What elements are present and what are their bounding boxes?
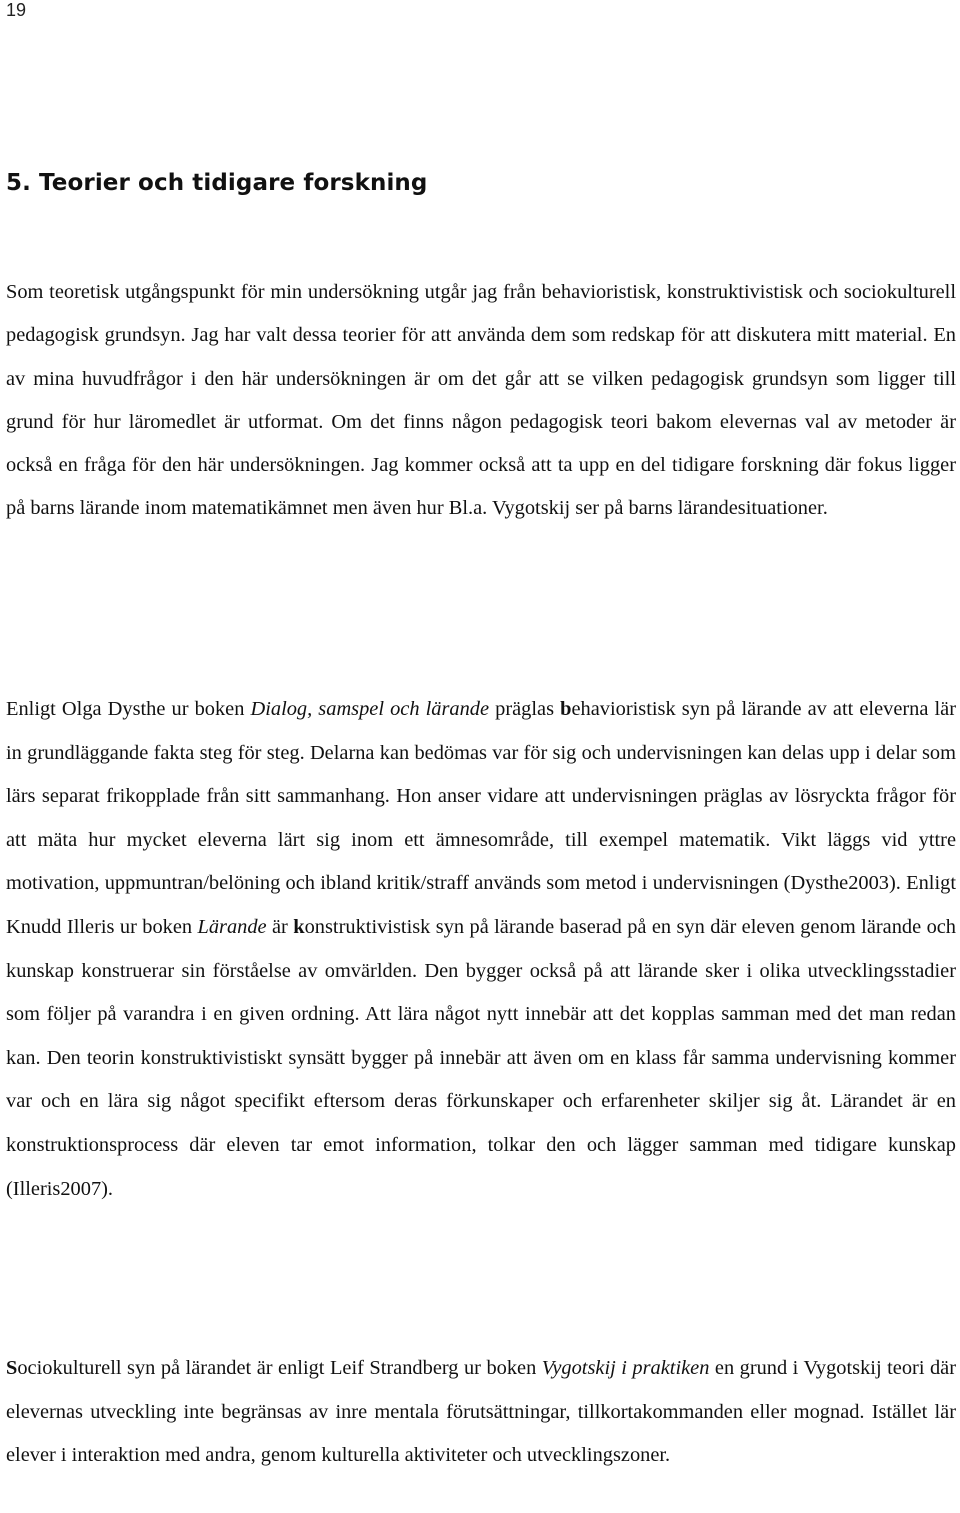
book-title-dialog: Dialog, samspel och lärande — [250, 698, 490, 720]
bold-initial: k — [293, 915, 305, 938]
paragraph-sociocultural — [6, 1347, 956, 1478]
bold-initial: b — [560, 698, 572, 720]
book-title-larande: Lärande — [197, 915, 267, 938]
paragraph-text: präglas — [489, 698, 561, 720]
paragraph-text: ehavioristisk syn på lärande av att eleverna lär in grundläggande fakta steg för steg. Delarna kan bedömas var för sig och undervisningen kan delas upp i delar som lärs separat frikopplade från sitt sammanhang. Hon anser vidare att undervisningen präglas av lösryckta frågor för att mäta hur mycket eleverna lärt sig inom ett ämnesområde, till exempel matematik. Vikt läggs vid yttre motivation, uppmuntran/belöning och ibland kritik/straff används som metod i undervisningen (Dysthe2003). Enligt Knudd Illeris ur boken — [6, 698, 957, 938]
book-title-vygotskij: Vygotskij i praktiken — [541, 1357, 710, 1379]
paragraph-text: en grund i Vygotskij teori där elevernas utveckling inte begränsas av inre mentala förutsättningar, tillkortakommanden eller mognad. Istället lär elever i interaktion med andra, genom kulturella aktiviteter och utvecklingszoner. — [6, 1357, 956, 1467]
paragraph-text: ociokulturell syn på lärandet är enligt Leif Strandberg ur boken — [17, 1357, 542, 1379]
paragraph-theoretical-starting-point: Som teoretisk utgångspunkt för min undersökning utgår jag från behavioristisk, konstruktivistisk och sociokulturell pedagogisk grundsyn. Jag har valt dessa teorier för att använda dem som redskap för att diskutera mitt material. En av mina huvudfrågor i den här undersökningen är om det går att se vilken pedagogisk grundsyn som ligger till grund för hur läromedlet är utformat. Om det finns någon pedagogisk teori bakom elevernas val av metoder är också en fråga för den här undersökningen. Jag kommer också att ta upp en del tidigare forskning där fokus ligger på barns lärande inom matematikämnet men även hur Bl.a. Vygotskij ser på barns lärandesituationer. — [6, 281, 956, 520]
paragraph-behaviorism-constructivism — [6, 688, 956, 1211]
section-heading: 5. Teorier och tidigare forskning — [6, 170, 428, 196]
paragraph-text: Enligt Olga Dysthe ur boken — [6, 698, 251, 720]
paragraph-text: är — [266, 915, 294, 938]
bold-initial: S — [6, 1357, 18, 1379]
paragraph-text: onstruktivistisk syn på lärande baserad på en syn där eleven genom lärande och kunskap konstruerar sin förståelse av omvärlden. Den bygger också på att lärande sker i olika utvecklingsstadier som följer på varandra i en given ordning. Att lära något nytt innebär att det kopplas samman med det man redan kan. Den teorin konstruktivistiskt synsätt bygger på innebär att även om en klass får samma undervisning kommer var och en lära sig något specifikt eftersom deras förkunskaper och erfarenheter skiljer sig åt. Lärandet är en konstruktionsprocess där eleven tar emot information, tolkar den och lägger samman med tidigare kunskap (Illeris2007). — [6, 915, 957, 1200]
page-number: 19 — [6, 0, 27, 20]
